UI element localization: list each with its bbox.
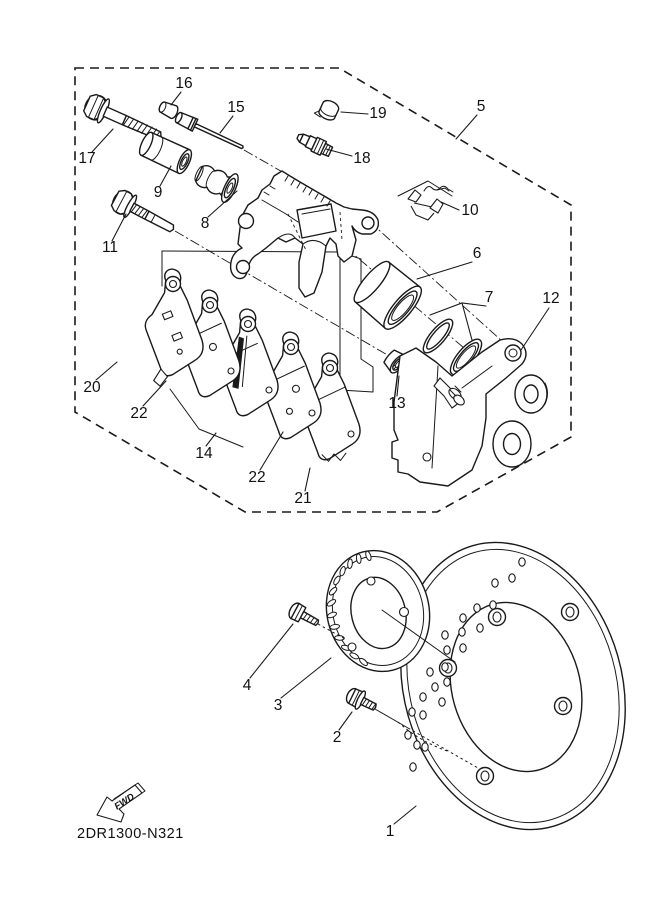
part-label-22b: 22: [248, 469, 266, 486]
pad-clip-10: [408, 186, 453, 220]
part-label-2: 2: [332, 729, 342, 746]
caliper-body: [231, 171, 379, 297]
boot-8: [190, 159, 241, 205]
part-label-9: 9: [153, 184, 163, 201]
part-label-22a: 22: [130, 405, 148, 422]
part-label-12: 12: [542, 290, 560, 307]
bolt-11: [108, 187, 179, 241]
part-label-4: 4: [242, 677, 252, 694]
part-label-18: 18: [353, 150, 371, 167]
part-label-16: 16: [175, 75, 193, 92]
part-label-11: 11: [101, 239, 119, 256]
brake-disc-1: [368, 516, 658, 857]
part-label-7: 7: [484, 289, 494, 306]
part-label-10: 10: [461, 202, 479, 219]
bushing-9: [137, 130, 195, 175]
screw-4: [287, 601, 322, 631]
fwd-arrow-label: FWD: [112, 791, 137, 813]
part-label-6: 6: [472, 245, 482, 262]
part-label-17: 17: [78, 150, 96, 167]
cap-19: [314, 97, 341, 123]
part-label-15: 15: [227, 99, 245, 116]
bolt-2: [343, 685, 380, 717]
piston-6: [349, 256, 427, 334]
drawing-code: 2DR1300-N321: [77, 826, 184, 842]
piston-seal-7a: [419, 315, 457, 357]
part-label-14: 14: [195, 445, 213, 462]
part-label-21: 21: [294, 490, 312, 507]
bleed-screw-18: [295, 130, 334, 159]
part-label-19: 19: [369, 105, 387, 122]
part-label-20: 20: [83, 379, 101, 396]
fwd-arrow-icon: [97, 783, 145, 822]
part-label-13: 13: [388, 395, 406, 412]
part-label-5: 5: [476, 98, 486, 115]
part-label-8: 8: [200, 215, 210, 232]
part-label-1: 1: [385, 823, 395, 840]
part-label-3: 3: [273, 697, 283, 714]
